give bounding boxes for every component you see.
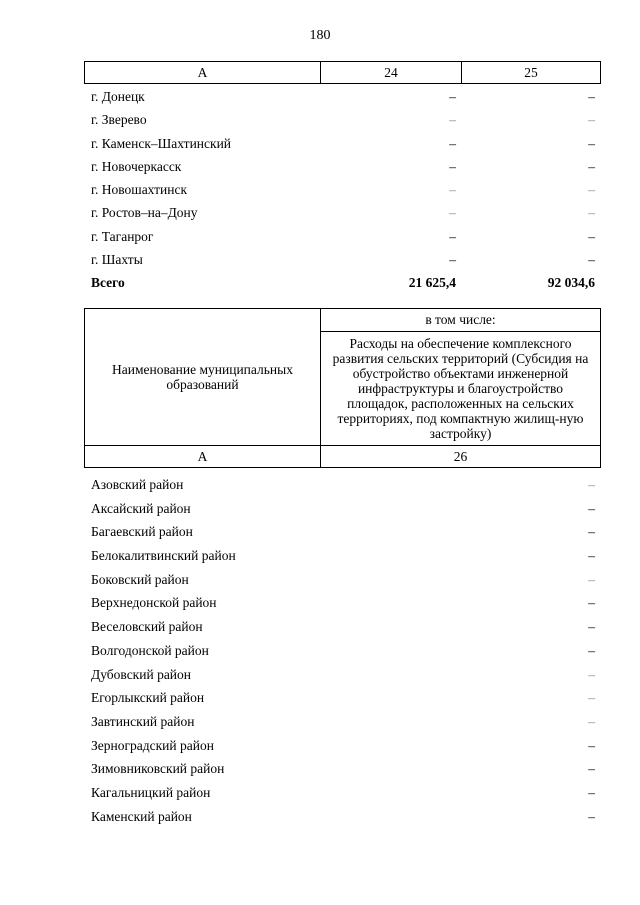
row-name: Волгодонской район (91, 642, 209, 658)
cell-24: – (449, 158, 456, 174)
cell-25: – (588, 182, 595, 198)
row-name: Аксайский район (91, 500, 191, 516)
row-name: Кагальницкий район (91, 784, 211, 800)
column-26-description: Расходы на обеспечение комплексного развития сельских территорий (Субсидия на обустройство объектами инженерной инфраструктуры и благоустройство площадок, расположенных на сельских территориях, под компактную жилищ-ную застройку) (321, 332, 601, 446)
table1-header (84, 61, 601, 84)
cell-24: – (449, 135, 456, 151)
subheader-including: в том числе: (321, 309, 601, 332)
cell-26: – (588, 477, 595, 492)
cell-25: – (588, 135, 595, 151)
table-row (84, 178, 601, 201)
cell-26: – (588, 548, 595, 564)
cell-25: – (588, 205, 595, 221)
table-row (84, 805, 601, 829)
cell-26: – (588, 595, 595, 611)
table-row (84, 615, 601, 639)
row-name: г. Таганрог (91, 228, 154, 244)
cell-26: – (588, 761, 595, 777)
row-name: г. Каменск–Шахтинский (91, 135, 232, 151)
row-name: г. Новошахтинск (91, 182, 187, 198)
cell-26: – (588, 808, 595, 824)
table1-header-col-25: 25 (462, 62, 601, 84)
row-name: Багаевский район (91, 524, 193, 540)
cell-25: – (588, 252, 595, 268)
row-name: г. Ростов–на–Дону (91, 205, 198, 221)
table-row (84, 710, 601, 734)
cell-26: – (588, 642, 595, 658)
row-name: Егорлыкский район (91, 690, 205, 706)
row-name: г. Зверево (91, 112, 147, 128)
table1-header-col-24: 24 (321, 62, 462, 84)
total-25: 92 034,6 (547, 275, 595, 291)
total-row (84, 271, 601, 294)
table-row (84, 497, 601, 521)
table-row (84, 201, 601, 224)
row-name: Зимовниковский район (91, 761, 225, 777)
table-row (84, 591, 601, 615)
table1-body (84, 85, 601, 295)
table-row (84, 568, 601, 592)
index-col-a: А (85, 446, 321, 468)
row-name: Белокалитвинский район (91, 548, 236, 564)
row-name: Каменский район (91, 808, 192, 824)
page-number: 180 (309, 28, 331, 43)
table-row (84, 520, 601, 544)
total-24: 21 625,4 (408, 275, 456, 291)
cell-26: – (588, 737, 595, 753)
cell-24: – (449, 112, 456, 128)
table-row (84, 663, 601, 687)
cell-26: – (588, 571, 595, 587)
table2-header (84, 308, 601, 468)
cell-25: – (588, 228, 595, 244)
row-name: Веселовский район (91, 619, 203, 635)
cell-26: – (588, 713, 595, 729)
row-name: г. Шахты (91, 252, 143, 268)
cell-24: – (449, 228, 456, 244)
row-name: г. Донецк (91, 89, 145, 104)
cell-26: – (588, 619, 595, 635)
row-name: Дубовский район (91, 666, 192, 682)
cell-25: – (588, 158, 595, 174)
cell-26: – (588, 666, 595, 682)
index-col-26: 26 (321, 446, 601, 468)
municipal-name-header: Наименование муниципальных образований (85, 309, 321, 446)
table-row (84, 781, 601, 805)
table-row (84, 225, 601, 248)
cell-24: – (449, 252, 456, 268)
table-row (84, 757, 601, 781)
cell-24: – (449, 182, 456, 198)
cell-26: – (588, 524, 595, 540)
cell-26: – (588, 500, 595, 516)
cell-26: – (588, 784, 595, 800)
table-row (84, 108, 601, 131)
table-row (84, 132, 601, 155)
table-row (84, 544, 601, 568)
cell-24: – (449, 89, 456, 104)
row-name: Зерноградский район (91, 737, 214, 753)
table-row (84, 686, 601, 710)
row-name: Боковский район (91, 571, 189, 587)
cell-25: – (588, 89, 595, 104)
table-row (84, 734, 601, 758)
row-name: Верхнедонской район (91, 595, 217, 611)
cell-26: – (588, 690, 595, 706)
total-label: Всего (91, 275, 125, 291)
table2-body (84, 473, 601, 828)
table-row (84, 85, 601, 108)
row-name: Азовский район (91, 477, 184, 492)
table-row (84, 248, 601, 271)
table-row (84, 473, 601, 497)
table-row (84, 155, 601, 178)
row-name: Завтинский район (91, 713, 195, 729)
cell-25: – (588, 112, 595, 128)
cell-24: – (449, 205, 456, 221)
row-name: г. Новочеркасск (91, 158, 182, 174)
table1-header-col-a: А (85, 62, 321, 84)
table-row (84, 639, 601, 663)
